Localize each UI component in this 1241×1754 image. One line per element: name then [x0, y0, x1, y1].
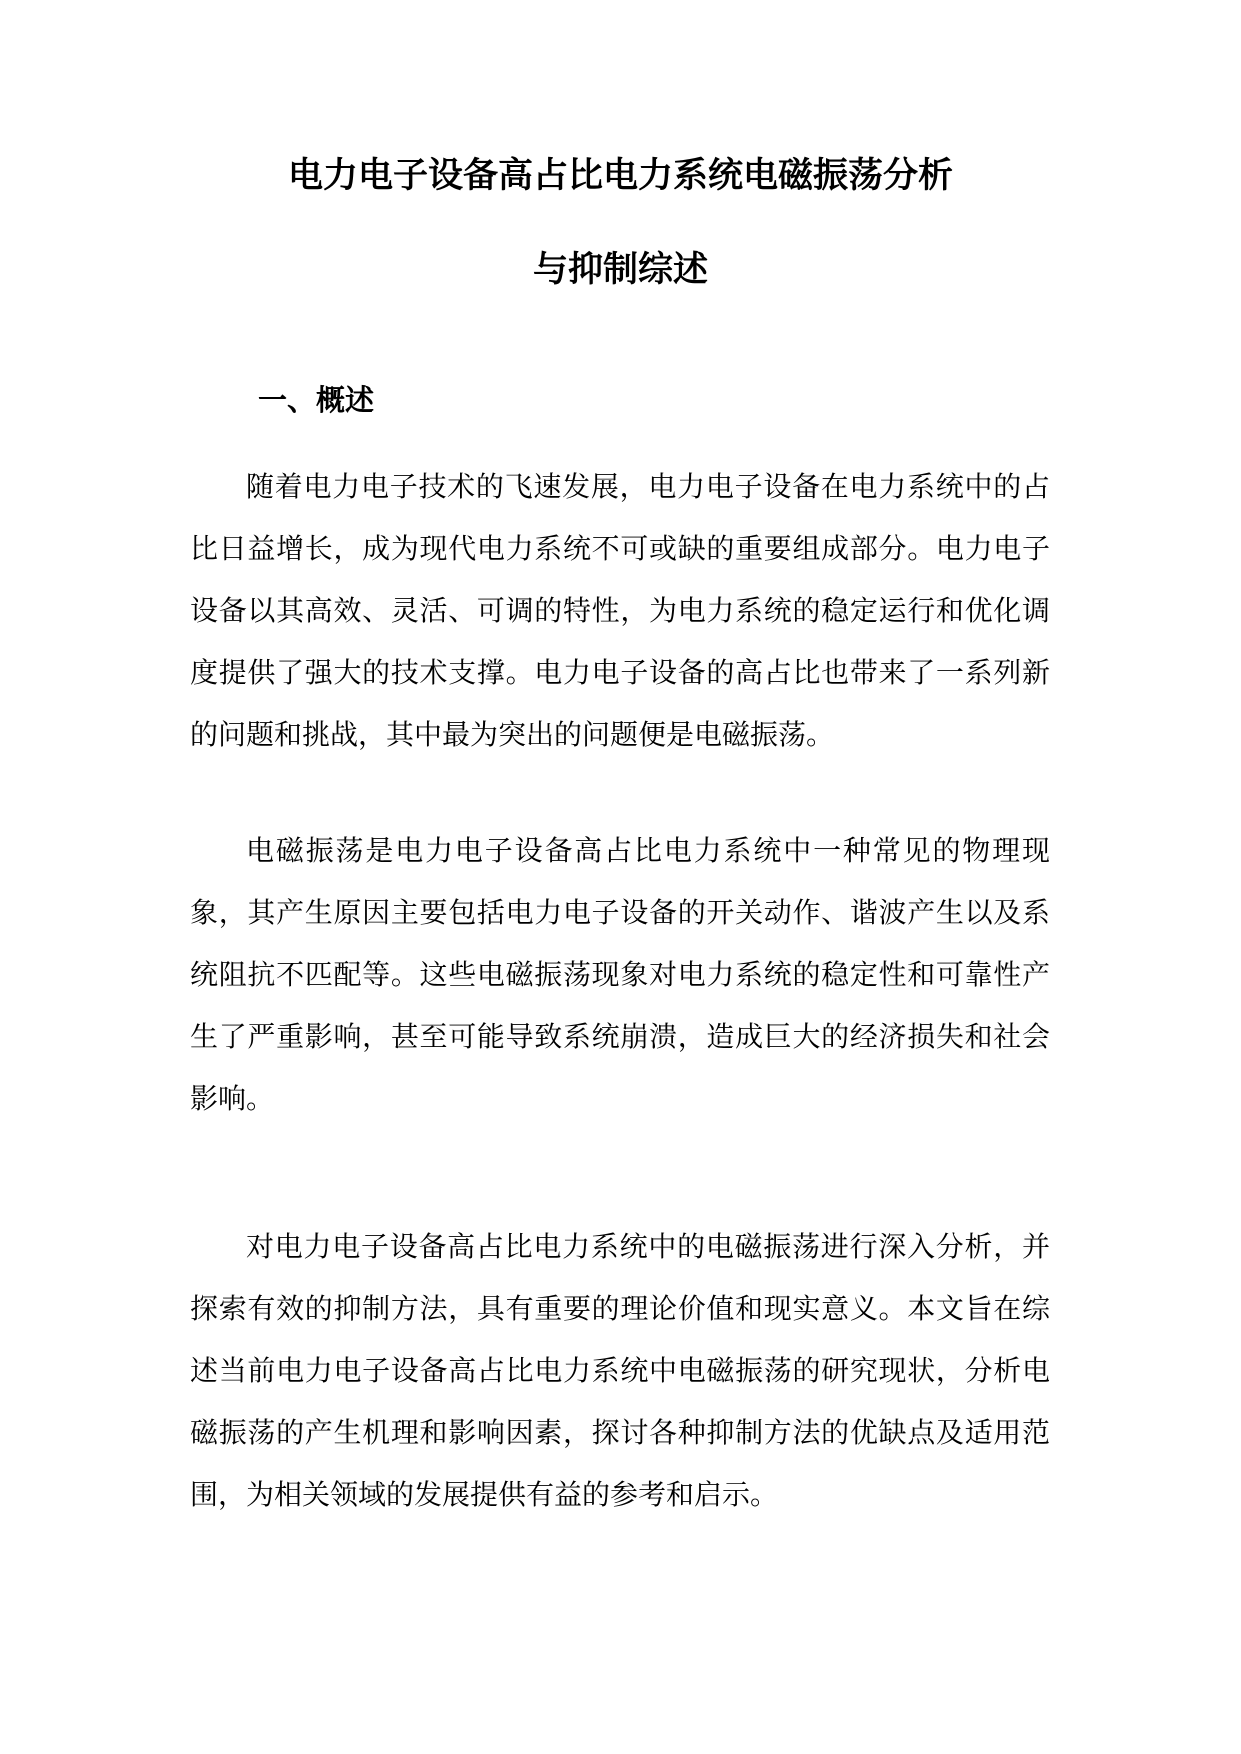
section-heading-overview: 一、概述 — [258, 383, 375, 417]
document-title-line-2: 与抑制综述 — [532, 250, 708, 290]
paragraph-3: 对电力电子设备高占比电力系统中的电磁振荡进行深入分析，并探索有效的抑制方法，具有重要的理论价值和现实意义。本文旨在综述当前电力电子设备高占比电力系统中电磁振荡的研究现状，分析电磁振荡的产生机理和影响因素，探讨各种抑制方法的优缺点及适用范围，为相关领域的发展提供有益的参考和启示。 — [190, 1230, 1050, 1511]
document-title-line-1: 电力电子设备高占比电力系统电磁振荡分析 — [287, 156, 953, 196]
paragraph-1: 随着电力电子技术的飞速发展，电力电子设备在电力系统中的占比日益增长，成为现代电力系统不可或缺的重要组成部分。电力电子设备以其高效、灵活、可调的特性，为电力系统的稳定运行和优化调度提供了强大的技术支撑。电力电子设备的高占比也带来了一系列新的问题和挑战，其中最为突出的问题便是电磁振荡。 — [190, 470, 1050, 751]
paragraph-2: 电磁振荡是电力电子设备高占比电力系统中一种常见的物理现象，其产生原因主要包括电力电子设备的开关动作、谐波产生以及系统阻抗不匹配等。这些电磁振荡现象对电力系统的稳定性和可靠性产生了严重影响，甚至可能导致系统崩溃，造成巨大的经济损失和社会影响。 — [190, 834, 1050, 1115]
